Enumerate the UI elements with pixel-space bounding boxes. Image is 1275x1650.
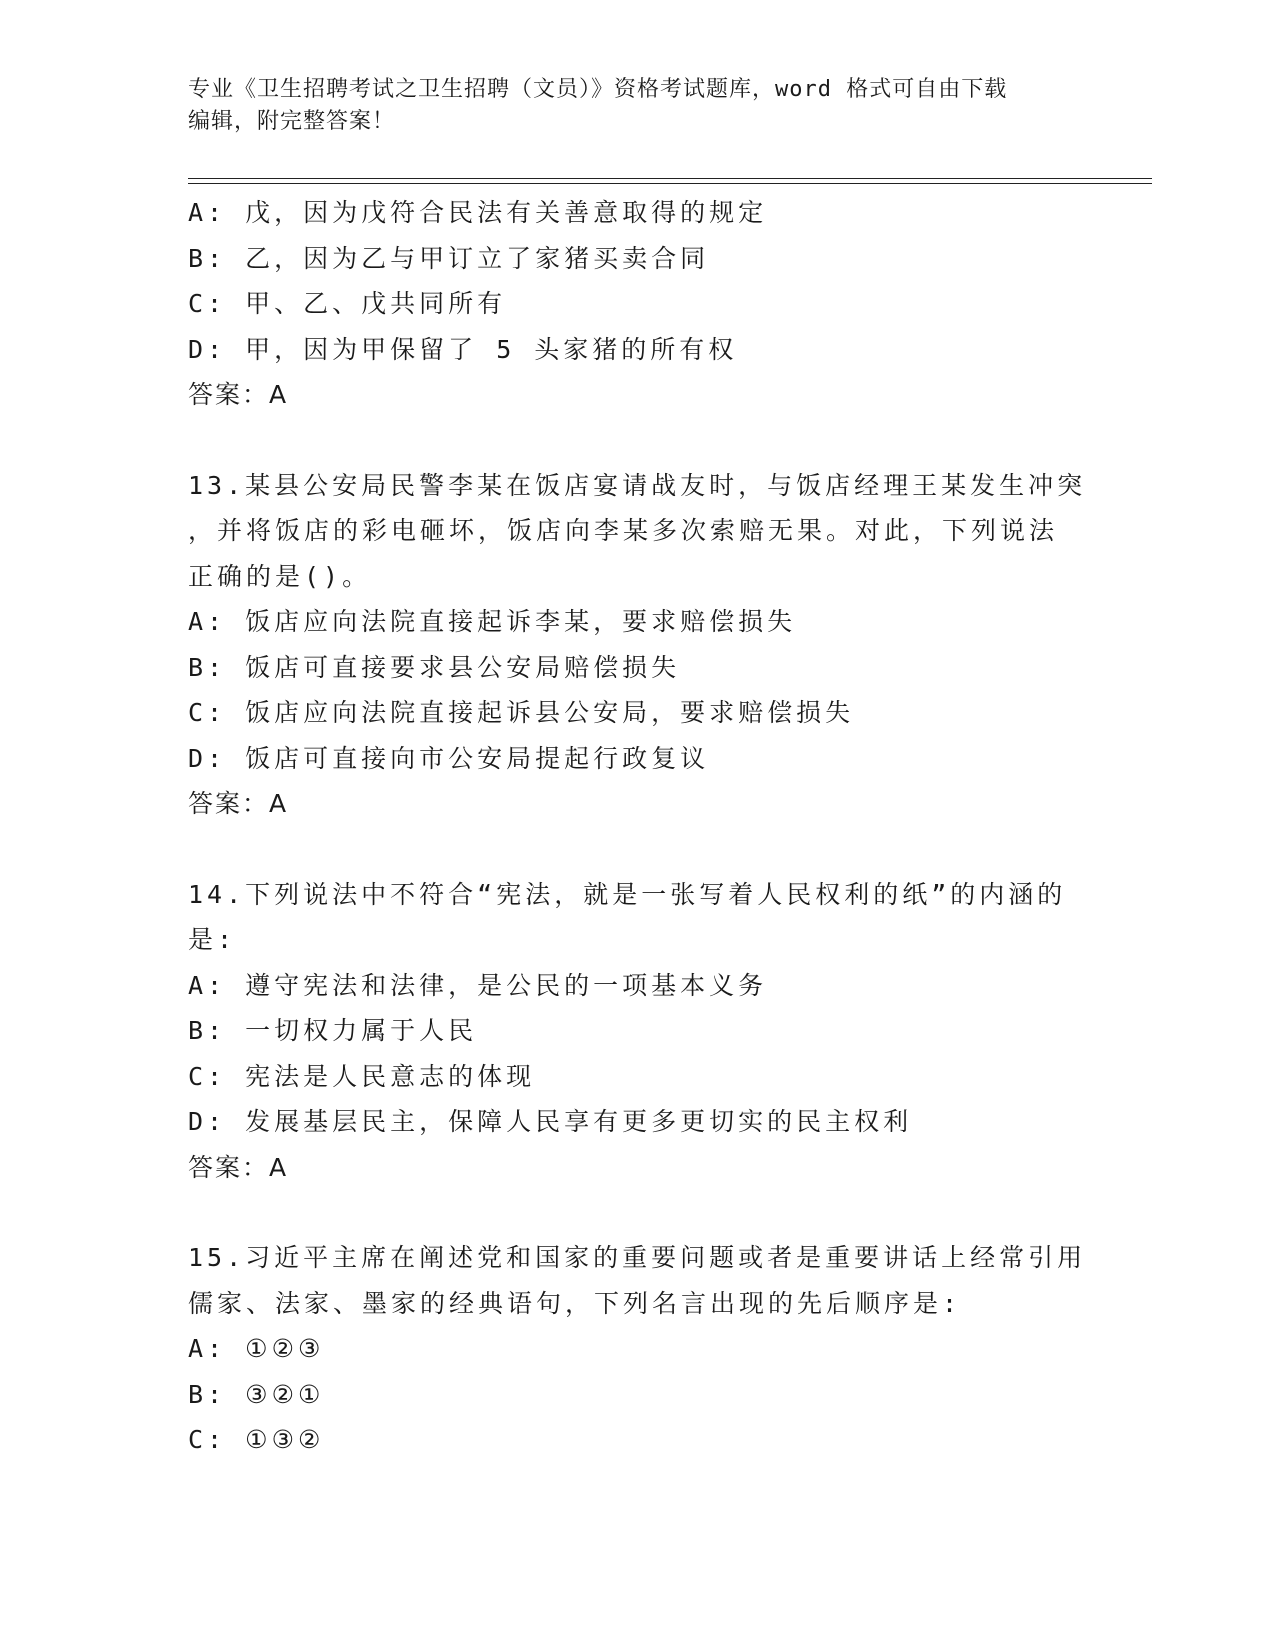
question-stem-line: 儒家、法家、墨家的经典语句，下列名言出现的先后顺序是: (188, 1288, 962, 1318)
answer-line: 答案：A (188, 1152, 289, 1182)
option-b: B: 一切权力属于人民 (188, 1016, 478, 1045)
answer-line: 答案：A (188, 789, 289, 818)
question-list (188, 190, 1088, 1463)
option-b: B: ③②① (188, 1379, 325, 1409)
answer-line: 答案：A (188, 380, 289, 409)
document-header (188, 74, 1088, 138)
option-b: B: 饭店可直接要求县公安局赔偿损失 (188, 652, 681, 682)
header-line-2: 编辑，附完整答案！ (188, 109, 396, 134)
option-d: D: 发展基层民主，保障人民享有更多更切实的民主权利 (188, 1107, 913, 1136)
option-a: A: 戊，因为戊符合民法有关善意取得的规定 (188, 198, 768, 227)
question-13 (188, 463, 1088, 827)
option-b: B: 乙，因为乙与甲订立了家猪买卖合同 (188, 243, 710, 273)
question-14 (188, 872, 1088, 1191)
option-c: C: 宪法是人民意志的体现 (188, 1061, 536, 1091)
question-stem-line: ，并将饭店的彩电砸坏，饭店向李某多次索赔无果。对此，下列说法 (188, 516, 1059, 545)
option-d: D: 饭店可直接向市公安局提起行政复议 (188, 743, 710, 773)
spacer (188, 418, 1088, 463)
header-divider-top (188, 178, 1152, 179)
question-stem-line: 15.习近平主席在阐述党和国家的重要问题或者是重要讲话上经常引用 (188, 1243, 1087, 1272)
spacer (188, 827, 1088, 872)
option-c: C: ①③② (188, 1425, 325, 1454)
question-stem-line: 是: (188, 925, 237, 954)
question-12 (188, 190, 1088, 418)
option-d: D: 甲，因为甲保留了 5 头家猪的所有权 (188, 334, 738, 364)
question-stem-line: 正确的是()。 (188, 561, 372, 591)
option-a: A: 遵守宪法和法律，是公民的一项基本义务 (188, 970, 768, 1000)
question-15 (188, 1235, 1088, 1463)
question-stem-line: 13.某县公安局民警李某在饭店宴请战友时，与饭店经理王某发生冲突 (188, 470, 1087, 500)
option-c: C: 甲、乙、戊共同所有 (188, 289, 507, 318)
option-a: A: ①②③ (188, 1334, 325, 1363)
option-a: A: 饭店应向法院直接起诉李某，要求赔偿损失 (188, 607, 797, 636)
header-line-1: 专业《卫生招聘考试之卫生招聘（文员）》资格考试题库，word 格式可自由下载 (188, 77, 1008, 102)
question-stem-line: 14.下列说法中不符合“宪法，就是一张写着人民权利的纸”的内涵的 (188, 879, 1067, 909)
option-c: C: 饭店应向法院直接起诉县公安局，要求赔偿损失 (188, 698, 855, 727)
header-divider-bottom (188, 183, 1152, 184)
spacer (188, 1190, 1088, 1235)
